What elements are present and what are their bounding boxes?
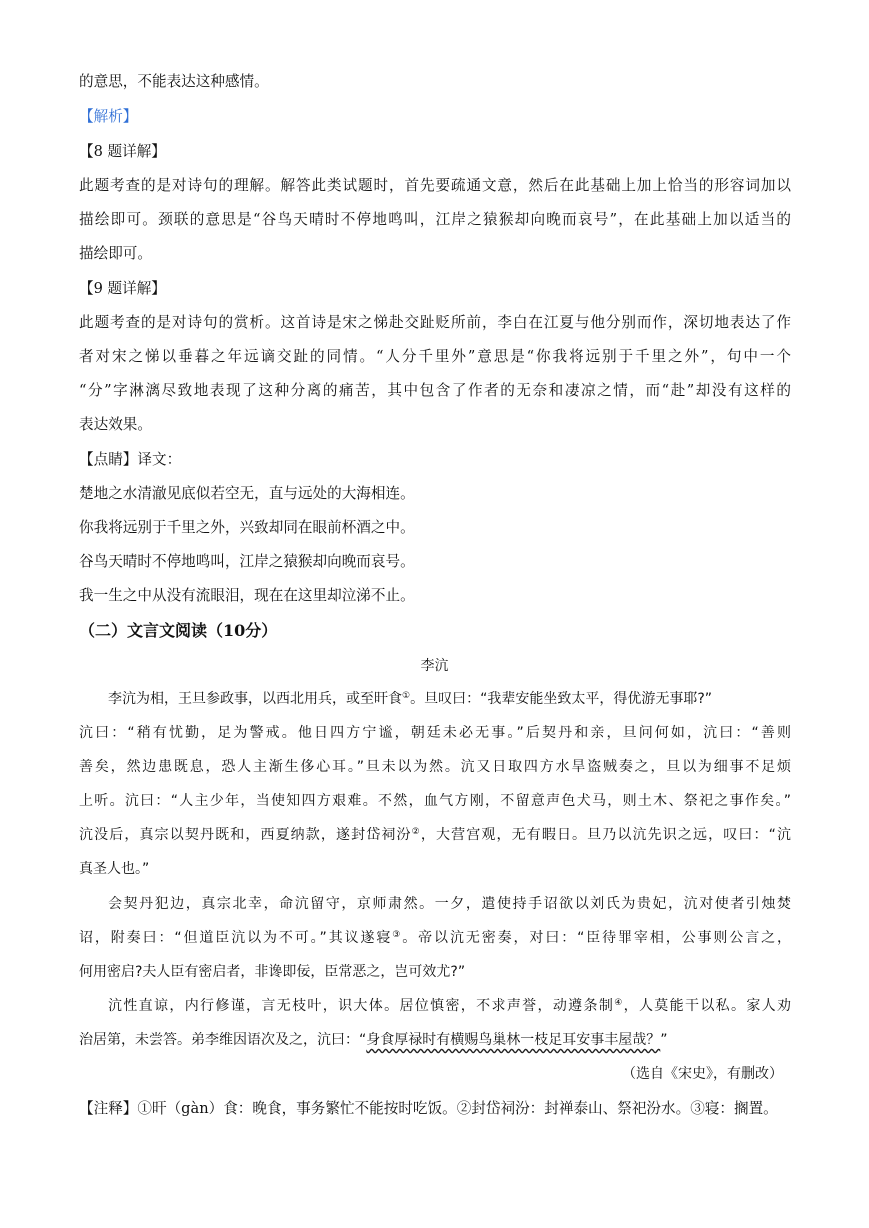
translation-line: 谷鸟天晴时不停地鸣叫，江岸之猿猴却向晚而哀号。 xyxy=(79,553,415,570)
passage-line: 何用密启?夫人臣有密启者，非谗即佞，臣常恶之，岂可效尤?” xyxy=(79,964,466,980)
passage-title: 李沆 xyxy=(420,658,449,674)
notes-line: 【注释】①旰（gàn）食：晚食，事务繁忙不能按时吃饭。②封岱祠汾：封禅泰山、祭祀汾水。③寝：搁置。 xyxy=(79,1100,778,1117)
passage-line: 善矣，然边患既息，恐人主渐生侈心耳。”旦未以为然。沆又日取四方水旱盗贼奏之，旦以为细事不足烦 xyxy=(79,759,791,775)
passage-line: 沆性直谅，内行修谨，言无枝叶，识大体。居位慎密，不求声誉，动遵条制④，人莫能干以私。家人劝 xyxy=(108,998,792,1014)
q9-line: “分”字淋漓尽致地表现了这种分离的痛苦，其中包含了作者的无奈和凄凉之情，而“赴”却没有这样的 xyxy=(79,382,791,399)
q8-line: 描绘即可。颈联的意思是“谷鸟天晴时不停地鸣叫，江岸之猿猴却向晚而哀号”，在此基础上加以适当的 xyxy=(79,211,791,228)
q9-line: 此题考查的是对诗句的赏析。这首诗是宋之悌赴交趾贬所前，李白在江夏与他分别而作，深切地表达了作 xyxy=(79,314,791,331)
analysis-label: 【解析】 xyxy=(79,108,138,125)
translation-line: 我一生之中从没有流眼泪，现在在这里却泣涕不止。 xyxy=(79,587,415,604)
note-marker: ④ xyxy=(614,998,624,1008)
note-marker: ③ xyxy=(392,930,403,940)
passage-line: 会契丹犯边，真宗北幸，命沆留守，京师肃然。一夕，遣使持手诏欲以刘氏为贵妃，沆对使者引烛焚 xyxy=(108,896,791,912)
passage-line: 沆曰：“稍有忧勤，足为警戒。他日四方宁谧，朝廷未必无事。”后契丹和亲，旦问何如，沆曰：“善则 xyxy=(79,725,791,741)
q8-line: 此题考查的是对诗句的理解。解答此类试题时，首先要疏通文意，然后在此基础上加上恰当的形容词加以 xyxy=(79,177,791,194)
note-marker: ① xyxy=(402,691,411,701)
text-line: 的意思，不能表达这种感情。 xyxy=(79,73,269,90)
note-marker: ② xyxy=(411,827,421,837)
passage-line: 治居第，未尝答。弟李维因语次及之，沆曰：“身食厚禄时有横赐鸟巢林一枝足耳安事丰屋哉？” xyxy=(79,1032,668,1048)
q9-line: 者对宋之悌以垂暮之年远谪交趾的同情。“人分千里外”意思是“你我将远别于千里之外”，句中一个 xyxy=(79,348,791,365)
underlined-sentence: 身食厚禄时有横赐鸟巢林一枝足耳安事丰屋哉？ xyxy=(366,1032,661,1048)
passage-line: 真圣人也。” xyxy=(79,861,150,877)
passage-line: 诏，附奏曰：“但道臣沆以为不可。”其议遂寝③。帝以沆无密奏，对曰：“臣待罪宰相，公事则公言之， xyxy=(79,930,791,946)
q8-heading: 【8 题详解】 xyxy=(79,143,166,160)
translation-line: 楚地之水清澈见底似若空无，直与远处的大海相连。 xyxy=(79,485,415,502)
dianjing-heading: 【点睛】译文： xyxy=(79,451,182,468)
q9-line: 表达效果。 xyxy=(79,416,152,433)
passage-line: 李沆为相，王旦参政事，以西北用兵，或至旰食①。旦叹曰：“我辈安能坐致太平，得优游无事耶?” xyxy=(108,691,713,707)
passage-line: 上听。沆曰：“人主少年，当使知四方艰难。不然，血气方刚，不留意声色犬马，则土木、祭祀之事作矣。” xyxy=(79,793,791,809)
q8-line: 描绘即可。 xyxy=(79,245,152,262)
section-title: （二）文言文阅读（10分） xyxy=(79,621,278,640)
q9-heading: 【9 题详解】 xyxy=(79,280,166,297)
passage-line: 沆没后，真宗以契丹既和，西夏纳款，遂封岱祠汾②，大营宫观，无有暇日。旦乃以沆先识之远，叹曰：“沆 xyxy=(79,827,791,843)
translation-line: 你我将远别于千里之外，兴致却同在眼前杯酒之中。 xyxy=(79,519,415,536)
source-citation: （选自《宋史》，有删改） xyxy=(622,1066,783,1082)
